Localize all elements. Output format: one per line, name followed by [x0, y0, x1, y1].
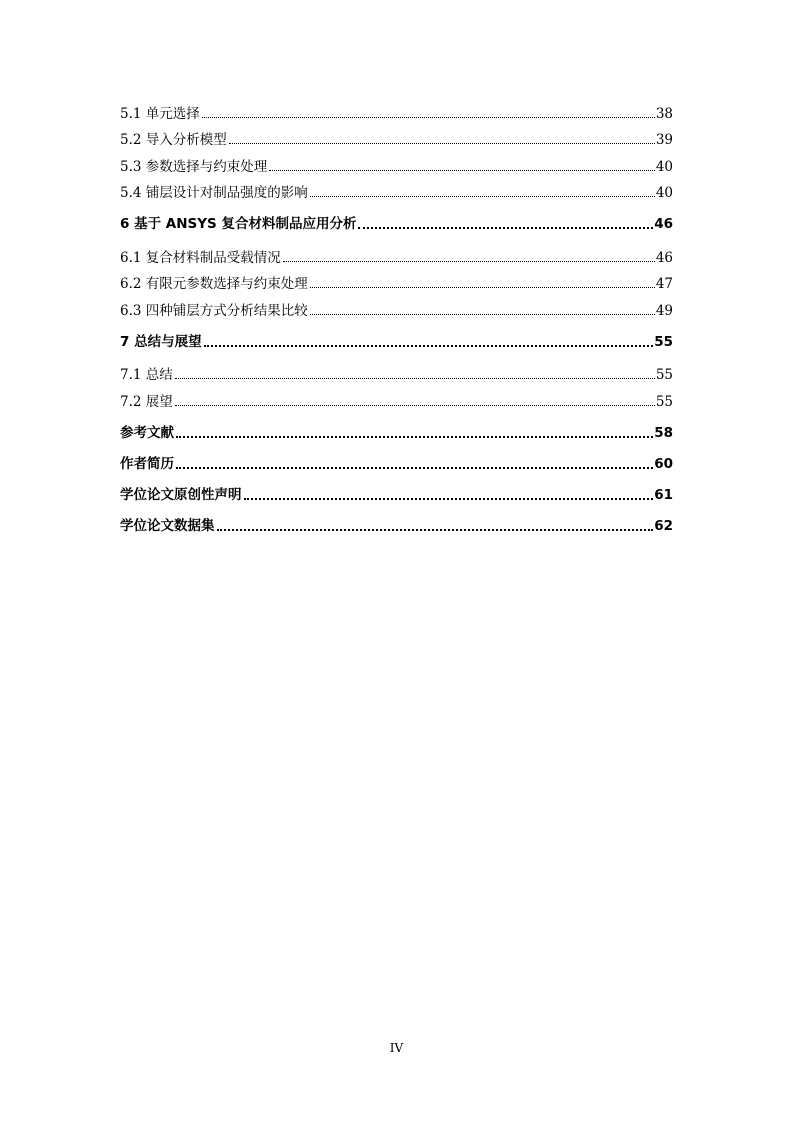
- toc-entry-title: 5.2 导入分析模型: [120, 132, 227, 148]
- toc-entry-page: 40: [655, 185, 673, 201]
- toc-entry-page: 58: [654, 424, 673, 441]
- toc-leader-dots: [202, 116, 655, 118]
- toc-entry-title: 5.4 铺层设计对制品强度的影响: [120, 185, 308, 201]
- toc-entry-title: 6.2 有限元参数选择与约束处理: [120, 276, 308, 292]
- toc-leader-dots: [176, 435, 653, 438]
- toc-entry-title: 6.1 复合材料制品受载情况: [120, 249, 281, 266]
- toc-entry-title: 6 基于 ANSYS 复合材料制品应用分析: [120, 216, 357, 232]
- toc-chapter-entry[interactable]: [120, 442, 673, 473]
- toc-entry-title: 7 总结与展望: [120, 333, 202, 350]
- toc-leader-dots: [175, 404, 655, 406]
- toc-entry-page: 60: [654, 455, 673, 472]
- toc-entry-page: 55: [655, 393, 673, 410]
- toc-leader-dots: [310, 195, 655, 197]
- toc-entry-page: 46: [654, 216, 673, 232]
- toc-entry-page: 47: [655, 276, 673, 292]
- toc-entry-title: 参考文献: [120, 424, 174, 441]
- toc-entry-title: 学位论文原创性声明: [120, 486, 242, 503]
- toc-leader-dots: [283, 260, 655, 262]
- toc-entry-page: 55: [655, 367, 673, 383]
- toc-entry[interactable]: [120, 293, 673, 320]
- toc-entry[interactable]: [120, 267, 673, 294]
- toc-entry-page: 61: [654, 486, 673, 503]
- toc-leader-dots: [358, 226, 653, 229]
- toc-leader-dots: [229, 142, 655, 144]
- toc-entry[interactable]: [120, 149, 673, 176]
- toc-chapter-entry[interactable]: [120, 411, 673, 442]
- toc-chapter-entry[interactable]: [120, 504, 673, 535]
- toc-chapter-entry[interactable]: [120, 202, 673, 233]
- toc-entry-title: 7.2 展望: [120, 393, 173, 410]
- toc-entry-title: 7.1 总结: [120, 367, 173, 383]
- toc-entry[interactable]: [120, 96, 673, 123]
- toc-entry-page: 46: [655, 249, 673, 266]
- toc-entry-page: 39: [655, 132, 673, 148]
- toc-entry-title: 5.1 单元选择: [120, 105, 200, 122]
- toc-entry-title: 作者简历: [120, 455, 174, 472]
- toc-entry-page: 38: [655, 105, 673, 122]
- toc-chapter-entry[interactable]: [120, 473, 673, 504]
- toc-entry-title: 学位论文数据集: [120, 517, 215, 534]
- toc-entry-title: 6.3 四种铺层方式分析结果比较: [120, 302, 308, 319]
- toc-entry-title: 5.3 参数选择与约束处理: [120, 158, 268, 175]
- toc-leader-dots: [175, 377, 655, 379]
- toc-leader-dots: [269, 169, 655, 171]
- toc-leader-dots: [244, 497, 654, 500]
- toc-entry[interactable]: [120, 358, 673, 385]
- toc-entry[interactable]: [120, 123, 673, 150]
- toc-entry-page: 62: [654, 517, 673, 534]
- toc-leader-dots: [217, 528, 654, 531]
- toc-leader-dots: [310, 286, 655, 288]
- toc-entry-page: 49: [655, 302, 673, 319]
- toc-entry[interactable]: [120, 176, 673, 203]
- toc-entry[interactable]: [120, 384, 673, 411]
- page-number-footer: IV: [389, 1041, 404, 1055]
- table-of-contents: [120, 96, 673, 535]
- toc-leader-dots: [310, 313, 655, 315]
- toc-entry-page: 55: [654, 333, 673, 350]
- toc-leader-dots: [204, 344, 654, 347]
- toc-chapter-entry[interactable]: [120, 320, 673, 351]
- toc-entry[interactable]: [120, 240, 673, 267]
- toc-leader-dots: [176, 466, 653, 469]
- toc-entry-page: 40: [655, 158, 673, 175]
